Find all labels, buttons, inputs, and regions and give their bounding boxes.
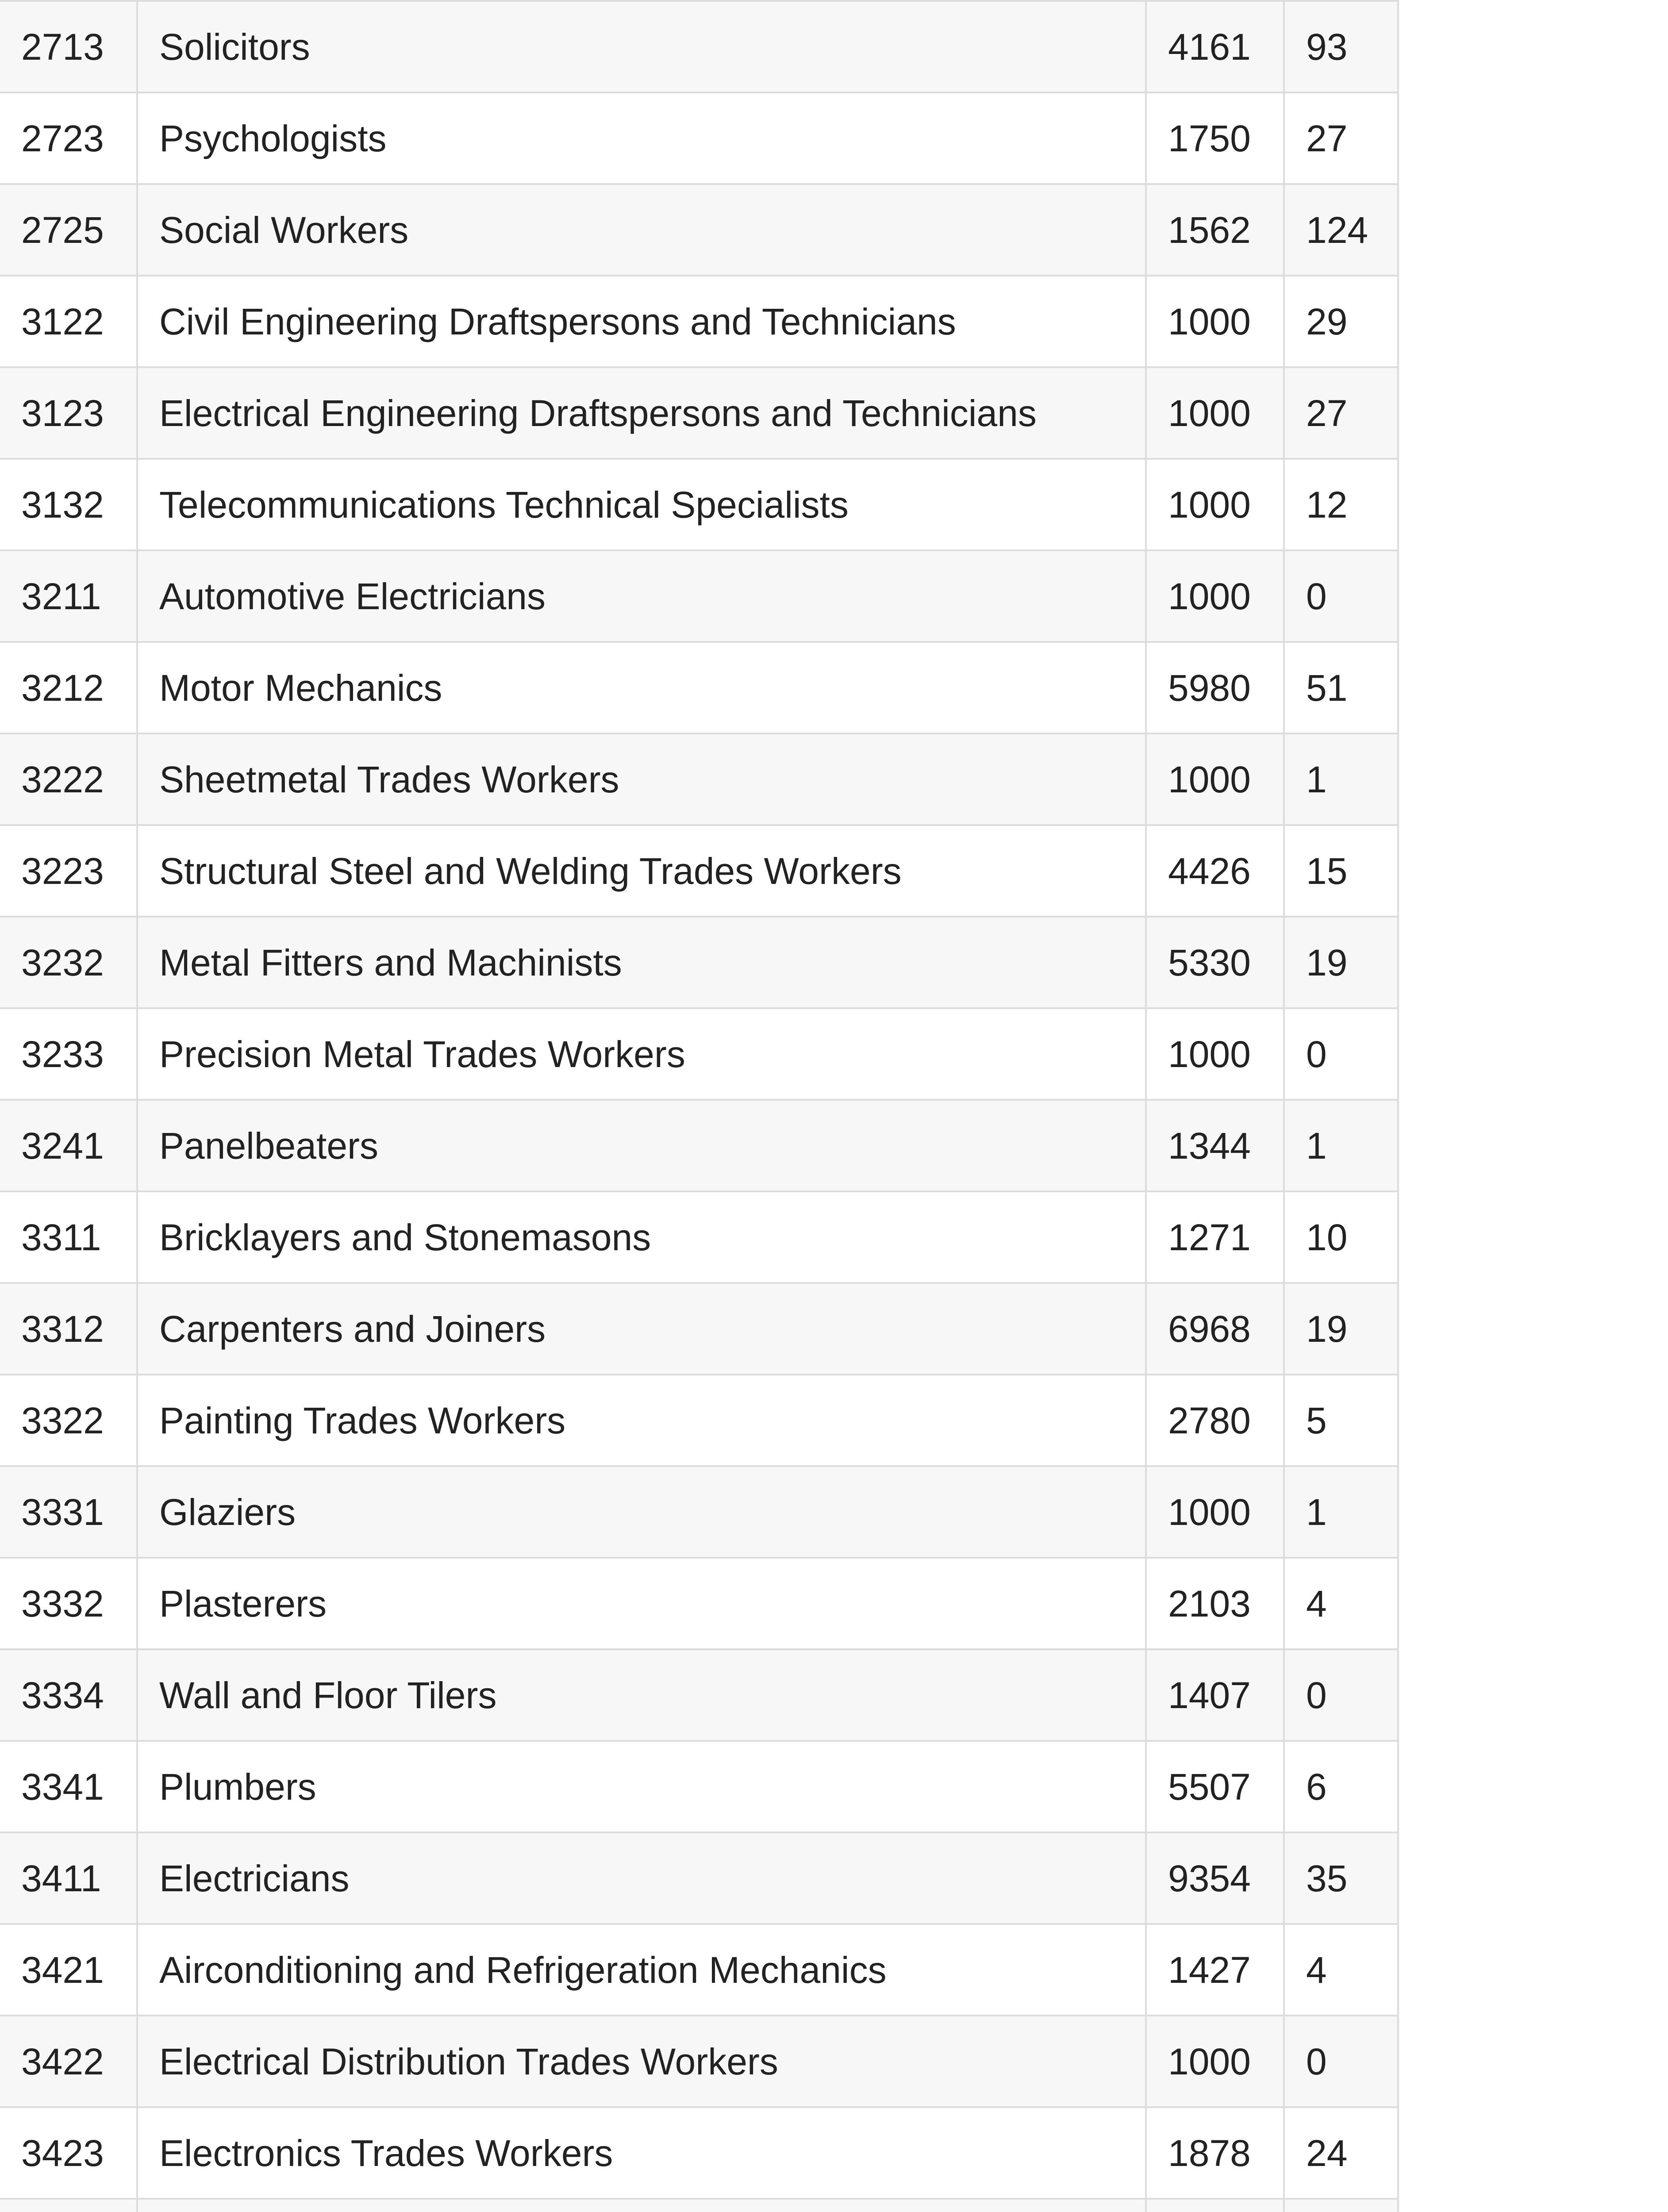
table-row — [0, 1649, 1398, 1741]
value-b-cell: 51 — [1284, 642, 1398, 733]
occupation-title-cell: Telecommunications Technical Specialists — [137, 459, 1146, 550]
occupation-code-cell: 3341 — [0, 1741, 137, 1832]
occupation-code-cell: 3241 — [0, 1100, 137, 1191]
occupation-title-cell: Precision Metal Trades Workers — [137, 1008, 1146, 1100]
value-a-cell: 5330 — [1146, 917, 1284, 1008]
occupation-title-cell: Bricklayers and Stonemasons — [137, 1191, 1146, 1283]
table-row — [0, 825, 1398, 917]
value-a-cell: 1000 — [1146, 276, 1284, 367]
occupation-code-cell: 2725 — [0, 184, 137, 276]
table-row — [0, 2107, 1398, 2199]
occupation-title-cell: Social Workers — [137, 184, 1146, 276]
table-row — [0, 2199, 1398, 2212]
table-row — [0, 1, 1398, 92]
value-b-cell: 15 — [1284, 825, 1398, 917]
table-row — [0, 1375, 1398, 1466]
value-a-cell: 1000 — [1146, 733, 1284, 825]
value-a-cell: 1000 — [1146, 1008, 1284, 1100]
table-row — [0, 1283, 1398, 1375]
value-b-cell: 4 — [1284, 1558, 1398, 1649]
value-a-cell: 5507 — [1146, 1741, 1284, 1832]
value-b-cell: 35 — [1284, 1832, 1398, 1924]
value-a-cell: 1000 — [1146, 367, 1284, 459]
occupation-title-cell: Sheetmetal Trades Workers — [137, 733, 1146, 825]
value-b-cell: 4 — [1284, 1924, 1398, 2016]
value-b-cell — [1284, 2199, 1398, 2212]
occupation-code-cell: 3331 — [0, 1466, 137, 1558]
value-b-cell: 1 — [1284, 1466, 1398, 1558]
occupation-title-cell: Electrical Distribution Trades Workers — [137, 2016, 1146, 2107]
value-b-cell: 6 — [1284, 1741, 1398, 1832]
table-row — [0, 92, 1398, 184]
value-a-cell: 1000 — [1146, 1466, 1284, 1558]
table-row — [0, 367, 1398, 459]
occupation-code-cell: 3411 — [0, 1832, 137, 1924]
table-row — [0, 184, 1398, 276]
value-a-cell: 1344 — [1146, 1100, 1284, 1191]
occupation-title-cell: Electricians — [137, 1832, 1146, 1924]
value-a-cell: 1000 — [1146, 2016, 1284, 2107]
occupation-code-cell: 3233 — [0, 1008, 137, 1100]
value-a-cell: 1427 — [1146, 1924, 1284, 2016]
table-row — [0, 459, 1398, 550]
value-b-cell: 24 — [1284, 2107, 1398, 2199]
value-b-cell: 12 — [1284, 459, 1398, 550]
occupation-code-cell: 3223 — [0, 825, 137, 917]
value-b-cell: 0 — [1284, 550, 1398, 642]
occupation-title-cell: Psychologists — [137, 92, 1146, 184]
occupation-code-cell: 3422 — [0, 2016, 137, 2107]
occupation-code-cell: 3312 — [0, 1283, 137, 1375]
table-row — [0, 276, 1398, 367]
table-row — [0, 1466, 1398, 1558]
occupation-code-cell: 3123 — [0, 367, 137, 459]
value-a-cell: 1878 — [1146, 2107, 1284, 2199]
value-a-cell — [1146, 2199, 1284, 2212]
value-a-cell: 1000 — [1146, 550, 1284, 642]
occupation-code-cell: 2723 — [0, 92, 137, 184]
value-b-cell: 1 — [1284, 733, 1398, 825]
occupation-title-cell: Metal Fitters and Machinists — [137, 917, 1146, 1008]
value-a-cell: 5980 — [1146, 642, 1284, 733]
occupation-title-cell: Panelbeaters — [137, 1100, 1146, 1191]
table-row — [0, 642, 1398, 733]
value-b-cell: 1 — [1284, 1100, 1398, 1191]
occupation-title-cell: Structural Steel and Welding Trades Workers — [137, 825, 1146, 917]
value-b-cell: 29 — [1284, 276, 1398, 367]
value-b-cell: 0 — [1284, 1649, 1398, 1741]
table-row — [0, 1191, 1398, 1283]
value-b-cell: 124 — [1284, 184, 1398, 276]
table-row — [0, 733, 1398, 825]
occupation-code-cell: 3322 — [0, 1375, 137, 1466]
value-b-cell: 93 — [1284, 1, 1398, 92]
table-row — [0, 917, 1398, 1008]
occupation-title-cell: Carpenters and Joiners — [137, 1283, 1146, 1375]
value-a-cell: 1000 — [1146, 459, 1284, 550]
value-a-cell: 1750 — [1146, 92, 1284, 184]
value-a-cell: 2103 — [1146, 1558, 1284, 1649]
table-row — [0, 550, 1398, 642]
occupation-code-cell: 3122 — [0, 276, 137, 367]
occupation-title-cell: Glaziers — [137, 1466, 1146, 1558]
value-a-cell: 9354 — [1146, 1832, 1284, 1924]
occupation-code-cell: 3212 — [0, 642, 137, 733]
occupation-title-cell: Wall and Floor Tilers — [137, 1649, 1146, 1741]
occupation-code-cell: 3132 — [0, 459, 137, 550]
value-b-cell: 19 — [1284, 1283, 1398, 1375]
value-a-cell: 4426 — [1146, 825, 1284, 917]
occupation-title-cell: Airconditioning and Refrigeration Mechanics — [137, 1924, 1146, 2016]
occupation-code-cell: 3332 — [0, 1558, 137, 1649]
value-a-cell: 1407 — [1146, 1649, 1284, 1741]
value-b-cell: 5 — [1284, 1375, 1398, 1466]
value-a-cell: 1271 — [1146, 1191, 1284, 1283]
occupation-title-cell: Motor Mechanics — [137, 642, 1146, 733]
occupation-title-cell: Plasterers — [137, 1558, 1146, 1649]
table-row — [0, 1924, 1398, 2016]
occupation-code-cell: 3334 — [0, 1649, 137, 1741]
value-a-cell: 4161 — [1146, 1, 1284, 92]
value-b-cell: 27 — [1284, 92, 1398, 184]
value-b-cell: 27 — [1284, 367, 1398, 459]
value-b-cell: 19 — [1284, 917, 1398, 1008]
occupation-title-cell: Plumbers — [137, 1741, 1146, 1832]
occupation-title-cell: Civil Engineering Draftspersons and Technicians — [137, 276, 1146, 367]
value-a-cell: 1562 — [1146, 184, 1284, 276]
occupation-code-cell: 3423 — [0, 2107, 137, 2199]
table-row — [0, 1558, 1398, 1649]
occupation-title-cell: Automotive Electricians — [137, 550, 1146, 642]
occupation-title-cell: Electronics Trades Workers — [137, 2107, 1146, 2199]
value-b-cell: 10 — [1284, 1191, 1398, 1283]
occupation-code-cell: 3311 — [0, 1191, 137, 1283]
table-row — [0, 1741, 1398, 1832]
occupation-code-cell: 3421 — [0, 1924, 137, 2016]
value-b-cell: 0 — [1284, 1008, 1398, 1100]
occupation-code-cell — [0, 2199, 137, 2212]
occupation-code-cell: 3211 — [0, 550, 137, 642]
occupation-title-cell — [137, 2199, 1146, 2212]
occupation-code-cell: 3222 — [0, 733, 137, 825]
table-row — [0, 1100, 1398, 1191]
occupation-title-cell: Solicitors — [137, 1, 1146, 92]
occupation-code-cell: 2713 — [0, 1, 137, 92]
occupation-title-cell: Painting Trades Workers — [137, 1375, 1146, 1466]
value-a-cell: 6968 — [1146, 1283, 1284, 1375]
value-b-cell: 0 — [1284, 2016, 1398, 2107]
occupation-title-cell: Electrical Engineering Draftspersons and Technicians — [137, 367, 1146, 459]
table-row — [0, 1008, 1398, 1100]
table-body — [0, 1, 1398, 2212]
value-a-cell: 2780 — [1146, 1375, 1284, 1466]
table-row — [0, 2016, 1398, 2107]
table-row — [0, 1832, 1398, 1924]
occupation-code-cell: 3232 — [0, 917, 137, 1008]
